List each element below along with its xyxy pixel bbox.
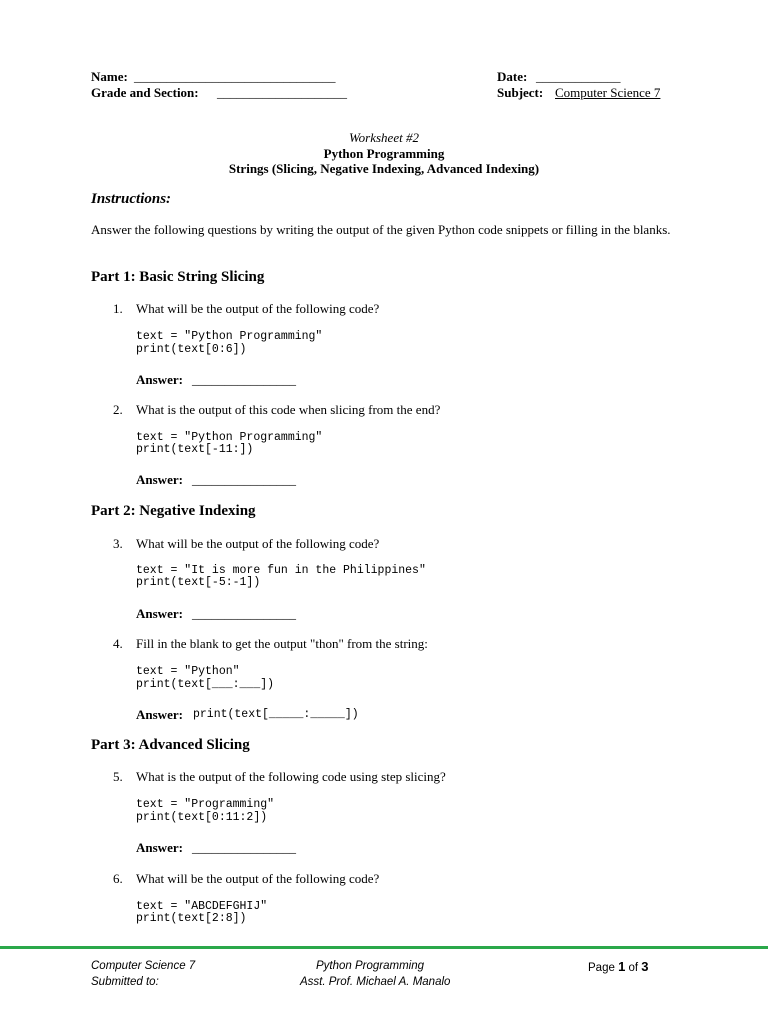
question-text: What will be the output of the following code?: [136, 536, 380, 551]
answer-blank: ________________: [192, 372, 296, 387]
page-word: Page: [588, 962, 615, 974]
question-text: Fill in the blank to get the output "thon" from the string:: [136, 636, 428, 651]
answer-blank: ________________: [192, 840, 296, 855]
footer-instructor: Asst. Prof. Michael A. Manalo: [300, 976, 451, 988]
question-text: What will be the output of the following code?: [136, 871, 380, 886]
footer-rule: [0, 946, 768, 949]
worksheet-number: Worksheet #2: [349, 130, 419, 145]
question-number: 1.: [113, 301, 123, 316]
answer-blank: print(text[_____:_____]): [193, 708, 359, 721]
page-number: [588, 959, 649, 974]
subject-label: Subject:: [497, 85, 544, 100]
topic-title: Strings (Slicing, Negative Indexing, Advanced Indexing): [228, 161, 540, 176]
question-number: 3.: [113, 536, 123, 551]
answer-label: Answer:: [136, 372, 183, 387]
question-text: What is the output of the following code using step slicing?: [136, 769, 446, 784]
code-line: text = "Python": [136, 665, 240, 678]
code-line: print(text[-11:]): [136, 443, 254, 456]
answer-label: Answer:: [136, 472, 183, 487]
page-current: 1: [618, 959, 626, 974]
grade-section-label: Grade and Section:: [91, 85, 199, 100]
date-blank: _____________: [536, 69, 621, 84]
question-number: 4.: [113, 636, 123, 651]
page-total: 3: [641, 959, 649, 974]
instructions-heading: Instructions:: [91, 191, 172, 207]
page-of: of: [628, 962, 639, 974]
subject-value: Computer Science 7: [555, 85, 661, 100]
code-line: text = "ABCDEFGHIJ": [136, 900, 268, 913]
question-text: What will be the output of the following code?: [136, 301, 380, 316]
code-line: text = "It is more fun in the Philippines": [136, 564, 426, 577]
answer-label: Answer:: [136, 707, 183, 722]
date-label: Date:: [497, 69, 528, 84]
question-text: What is the output of this code when slicing from the end?: [136, 402, 441, 417]
answer-blank: ________________: [192, 472, 296, 487]
answer-label: Answer:: [136, 606, 183, 621]
footer-title: Python Programming: [316, 960, 425, 972]
name-label: Name:: [91, 69, 128, 84]
code-line: print(text[-5:-1]): [136, 576, 261, 589]
part-heading: Part 3: Advanced Slicing: [91, 737, 250, 753]
course-title: Python Programming: [323, 146, 445, 161]
code-line: print(text[0:6]): [136, 343, 247, 356]
code-line: text = "Programming": [136, 798, 275, 811]
instructions-text: Answer the following questions by writing the output of the given Python code snippets or filling in the blanks.: [91, 222, 671, 237]
question-number: 5.: [113, 769, 123, 784]
answer-label: Answer:: [136, 840, 183, 855]
grade-section-blank: ____________________: [217, 85, 347, 100]
code-line: print(text[2:8]): [136, 912, 247, 925]
code-line: text = "Python Programming": [136, 330, 323, 343]
footer-submitted-to: Submitted to:: [91, 976, 159, 988]
code-line: print(text[0:11:2]): [136, 811, 268, 824]
footer-course: Computer Science 7: [91, 960, 196, 972]
part-heading: Part 1: Basic String Slicing: [91, 269, 265, 285]
name-blank: _______________________________: [134, 69, 336, 84]
question-number: 6.: [113, 871, 123, 886]
part-heading: Part 2: Negative Indexing: [91, 503, 256, 519]
answer-blank: ________________: [192, 606, 296, 621]
code-line: print(text[___:___]): [136, 678, 275, 691]
code-line: text = "Python Programming": [136, 431, 323, 444]
question-number: 2.: [113, 402, 123, 417]
